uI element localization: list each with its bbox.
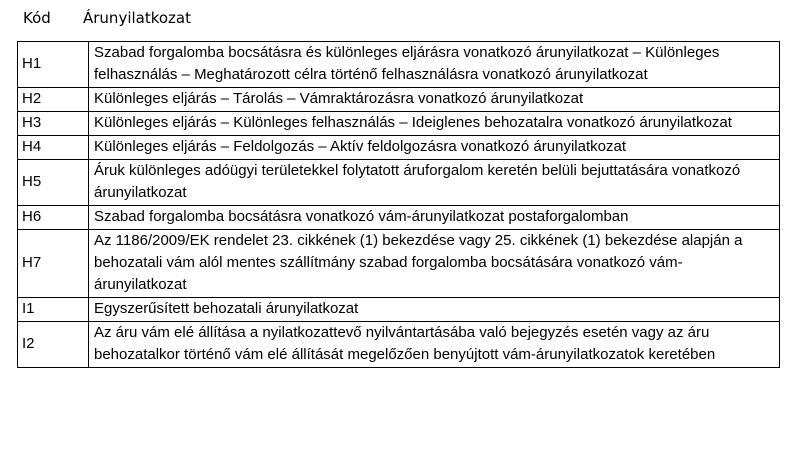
code-cell: H5 [18,160,89,206]
code-cell: H7 [18,230,89,298]
table-row [18,298,780,322]
table-row [18,88,780,112]
table-row [18,136,780,160]
code-cell: H3 [18,112,89,136]
table-row [18,160,780,206]
description-cell: Egyszerűsített behozatali árunyilatkozat [89,298,780,322]
table-row [18,206,780,230]
table-row [18,230,780,298]
declaration-codes-table [17,41,780,368]
code-cell: H1 [18,42,89,88]
code-cell: H2 [18,88,89,112]
description-cell: Az áru vám elé állítása a nyilatkozattevő nyilvántartásába való bejegyzés esetén vagy az áru behozatalkor történő vám elé állítását megelőzően benyújtott vám-árunyilatkozatok keretében [89,322,780,368]
description-cell: Áruk különleges adóügyi területekkel folytatott áruforgalom keretén belüli bejuttatására vonatkozó árunyilatkozat [89,160,780,206]
description-cell: Szabad forgalomba bocsátásra és különleges eljárásra vonatkozó árunyilatkozat – Különleges felhasználás – Meghatározott célra történő felhasználásra vonatkozó árunyilatkozat [89,42,780,88]
code-cell: I1 [18,298,89,322]
description-column-header: Árunyilatkozat [83,9,192,27]
code-cell: H6 [18,206,89,230]
description-cell: Különleges eljárás – Tárolás – Vámraktározásra vonatkozó árunyilatkozat [89,88,780,112]
table-row [18,112,780,136]
code-cell: H4 [18,136,89,160]
table-row [18,42,780,88]
description-cell: Az 1186/2009/EK rendelet 23. cikkének (1) bekezdése vagy 25. cikkének (1) bekezdése alapján a behozatali vám alól mentes szállítmány szabad forgalomba bocsátására vonatkozó vám-árunyilatkozat [89,230,780,298]
description-cell: Különleges eljárás – Feldolgozás – Aktív feldolgozásra vonatkozó árunyilatkozat [89,136,780,160]
description-cell: Különleges eljárás – Különleges felhasználás – Ideiglenes behozatalra vonatkozó árunyilatkozat [89,112,780,136]
code-column-header: Kód [23,9,51,27]
description-cell: Szabad forgalomba bocsátásra vonatkozó vám-árunyilatkozat postaforgalomban [89,206,780,230]
code-cell: I2 [18,322,89,368]
table-row [18,322,780,368]
